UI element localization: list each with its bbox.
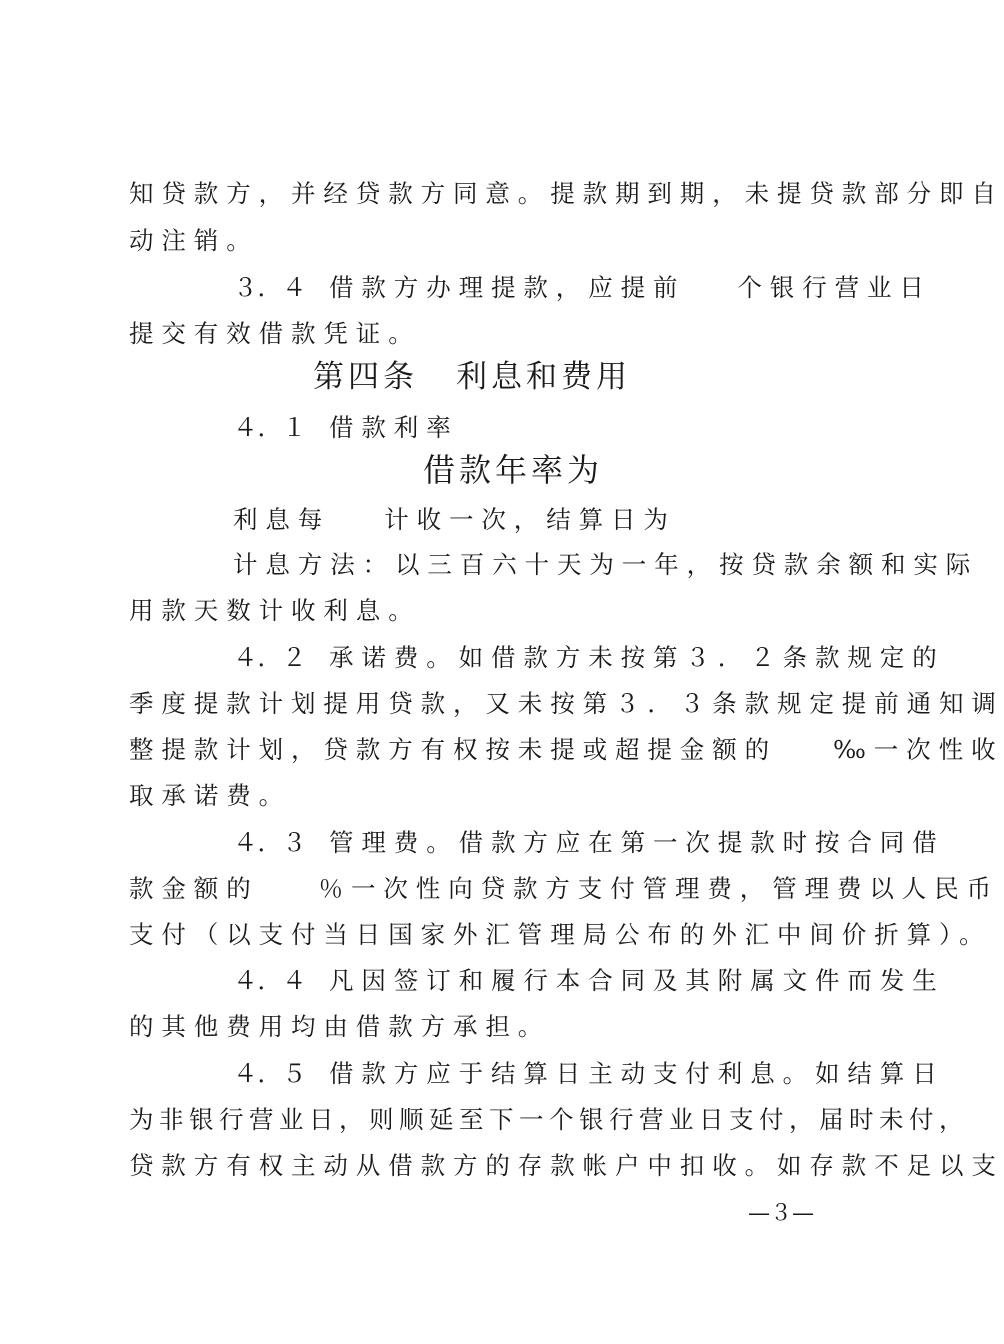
- body-line: [129, 1151, 1004, 1180]
- text-line: 用款天数计收利息。: [129, 596, 421, 625]
- text-line: 的其他费用均由借款方承担。: [129, 1012, 551, 1041]
- rate-heading: 借款年率为: [422, 451, 603, 489]
- text-line: 提交有效借款凭证。: [129, 319, 421, 348]
- text-line: 季度提款计划提用贷款，又未按第３．３条款规定提前通知调: [129, 689, 1004, 718]
- body-line: [129, 226, 259, 255]
- text-part: 利息每: [233, 505, 331, 534]
- body-line: [129, 596, 421, 625]
- clause-text: 借款方应于结算日主动支付利息。如结算日: [329, 1059, 945, 1088]
- body-line: [129, 920, 992, 949]
- clause-3-4: [233, 273, 932, 302]
- body-line: [129, 781, 291, 810]
- body-line: [129, 735, 1004, 764]
- clause-4-3: [233, 828, 945, 857]
- body-line: [129, 319, 421, 348]
- text-line: 动注销。: [129, 226, 259, 255]
- clause-text: 借款利率: [329, 413, 459, 442]
- text-line: 支付（以支付当日国家外汇管理局公布的外汇中间价折算）。: [129, 920, 992, 949]
- clause-number: ４．１: [233, 413, 307, 442]
- clause-4-2: [233, 643, 945, 672]
- text-part: 整提款计划，贷款方有权按未提或超提金额的: [129, 735, 777, 764]
- text-part: 款金额的: [129, 874, 259, 903]
- body-line: [129, 179, 1004, 208]
- clause-number: ４．３: [233, 828, 307, 857]
- body-line: [129, 1012, 551, 1041]
- clause-number: ４．５: [233, 1059, 307, 1088]
- page-number: —３—: [748, 1201, 815, 1226]
- clause-text: 管理费。借款方应在第一次提款时按合同借: [329, 828, 945, 857]
- clause-4-5: [233, 1059, 945, 1088]
- clause-text-continued: 个银行营业日: [737, 273, 932, 302]
- body-line: [233, 550, 979, 579]
- text-line: 为非银行营业日，则顺延至下一个银行营业日支付，届时未付，: [129, 1105, 969, 1134]
- clause-text: 承诺费。如借款方未按第３．２条款规定的: [329, 643, 945, 672]
- article-heading: [0, 359, 947, 395]
- text-part: 计收一次，结算日为: [384, 505, 676, 534]
- text-part: ％一次性向贷款方支付管理费，管理费以人民币: [318, 874, 1000, 903]
- text-part: ‰一次性收: [833, 735, 1004, 764]
- article-title: 利息和费用: [456, 359, 631, 395]
- clause-4-1: [233, 413, 459, 442]
- text-line: 贷款方有权主动从借款方的存款帐户中扣收。如存款不足以支: [129, 1151, 1004, 1180]
- clause-text: 借款方办理提款，应提前: [329, 273, 686, 302]
- clause-number: ４．２: [233, 643, 307, 672]
- body-line: [129, 689, 1004, 718]
- article-number: 第四条: [313, 359, 418, 395]
- clause-number: ３．４: [233, 273, 307, 302]
- text-line: 取承诺费。: [129, 781, 291, 810]
- interest-period-line: [233, 505, 676, 534]
- clause-number: ４．４: [233, 966, 307, 995]
- clause-text: 凡因签订和履行本合同及其附属文件而发生: [329, 966, 945, 995]
- body-line: [129, 874, 1000, 903]
- text-line: 知贷款方，并经贷款方同意。提款期到期，未提贷款部分即自: [129, 179, 1004, 208]
- clause-4-4: [233, 966, 945, 995]
- body-line: [129, 1105, 969, 1134]
- text-line: 计息方法：以三百六十天为一年，按贷款余额和实际: [233, 550, 979, 579]
